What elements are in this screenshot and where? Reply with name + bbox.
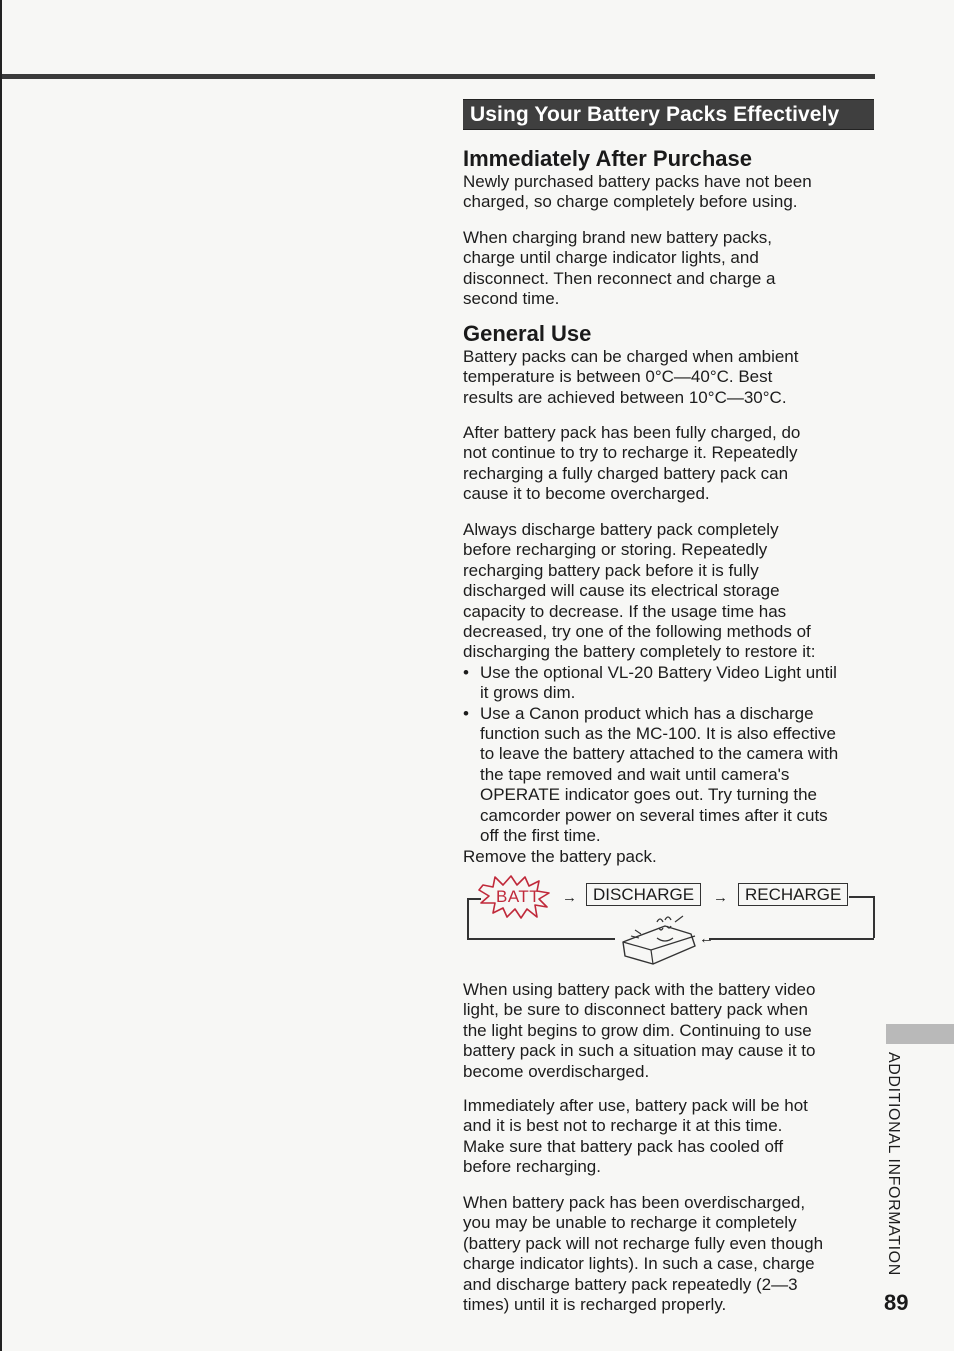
section2-para1 — [463, 347, 878, 408]
bullet-symbol: • — [463, 703, 469, 723]
text-line: recharging a fully charged battery pack can — [463, 463, 789, 483]
text-line: times) until it is recharged properly. — [463, 1295, 727, 1315]
loop-line-right — [873, 896, 875, 938]
top-rule — [2, 74, 875, 79]
page-number: 89 — [884, 1290, 909, 1315]
battery-pack-icon — [617, 912, 701, 970]
text-line: not continue to try to recharge it. Repeatedly — [463, 443, 798, 463]
section1-para2 — [463, 228, 878, 310]
text-line: Newly purchased battery packs have not been — [463, 172, 812, 191]
text-line: the tape removed and wait until camera's — [480, 764, 790, 784]
text-line: function such as the MC-100. It is also effective — [480, 724, 836, 744]
text-line: discharging the battery completely to restore it: — [463, 642, 816, 662]
text-line: When battery pack has been overdischarged, — [463, 1193, 806, 1212]
text-line: charge indicator lights). In such a case, charge — [463, 1254, 815, 1274]
loop-line-bottom-left — [467, 938, 615, 940]
text-line: discharged will cause its electrical storage — [463, 581, 780, 601]
text-line: cause it to become overcharged. — [463, 484, 710, 504]
text-line: to leave the battery attached to the camera with — [480, 744, 839, 764]
text-line: Battery packs can be charged when ambient — [463, 347, 799, 366]
text-line: the light begins to grow dim. Continuing to use — [463, 1020, 812, 1040]
recharge-box: RECHARGE — [738, 883, 848, 906]
text-line: Always discharge battery pack completely — [463, 520, 779, 539]
heading-general-use: General Use — [463, 321, 592, 346]
text-line: OPERATE indicator goes out. Try turning the — [480, 785, 818, 805]
text-line: camcorder power on several times after it cuts — [480, 805, 828, 825]
discharge-box: DISCHARGE — [586, 883, 701, 906]
arrow-icon: → — [562, 889, 577, 906]
bullet-symbol: • — [463, 662, 469, 682]
text-line: Use a Canon product which has a discharge — [480, 703, 814, 723]
section1-para1 — [463, 172, 878, 213]
text-line: charge until charge indicator lights, and — [463, 248, 759, 268]
text-line: After battery pack has been fully charged, do — [463, 423, 801, 442]
text-line: results are achieved between 10°C—30°C. — [463, 387, 787, 407]
text-line: light, be sure to disconnect battery pack when — [463, 1000, 808, 1020]
section3-para3 — [463, 1193, 878, 1315]
bullet-item — [463, 663, 878, 704]
text-line: Immediately after use, battery pack will be hot — [463, 1096, 808, 1115]
batt-label: BATT — [496, 887, 541, 906]
text-line: decreased, try one of the following methods of — [463, 622, 811, 642]
text-line: Make sure that battery pack has cooled off — [463, 1136, 784, 1156]
side-tab-label: ADDITIONAL INFORMATION — [885, 1052, 902, 1276]
text-line: off the first time. — [480, 826, 601, 846]
text-line: Remove the battery pack. — [463, 846, 657, 866]
text-line: become overdischarged. — [463, 1061, 650, 1081]
text-line: When using battery pack with the battery video — [463, 980, 816, 999]
side-tab-band — [886, 1024, 954, 1044]
section3-para1 — [463, 980, 878, 1082]
return-arrow-icon: ← — [699, 930, 714, 947]
text-line: and it is best not to recharge it at this time. — [463, 1116, 783, 1136]
text-line: temperature is between 0°C—40°C. Best — [463, 367, 773, 387]
bullet-item — [463, 704, 878, 847]
loop-line-bottom-right — [709, 938, 874, 940]
text-line: Use the optional VL-20 Battery Video Light until — [480, 662, 837, 682]
charge-cycle-diagram — [463, 872, 878, 972]
text-line: charged, so charge completely before using. — [463, 192, 798, 212]
loop-line-top-right — [849, 896, 873, 898]
text-line: second time. — [463, 289, 560, 309]
loop-line-left — [467, 898, 469, 938]
text-line: capacity to decrease. If the usage time has — [463, 601, 787, 621]
text-line: before recharging or storing. Repeatedly — [463, 540, 768, 560]
arrow-icon: → — [713, 889, 728, 906]
text-line: (battery pack will not recharge fully even though — [463, 1233, 824, 1253]
heading-immediately-after-purchase: Immediately After Purchase — [463, 146, 752, 171]
text-line: before recharging. — [463, 1157, 601, 1177]
section2-para3 — [463, 520, 878, 867]
section2-para2 — [463, 423, 878, 505]
section3-para2 — [463, 1096, 878, 1178]
text-line: battery pack in such a situation may cause it to — [463, 1041, 816, 1061]
text-line: and discharge battery pack repeatedly (2—3 — [463, 1274, 798, 1294]
text-line: disconnect. Then reconnect and charge a — [463, 268, 776, 288]
text-line: recharging battery pack before it is fully — [463, 560, 759, 580]
text-line: you may be unable to recharge it completely — [463, 1213, 797, 1233]
page-title: Using Your Battery Packs Effectively — [463, 99, 874, 130]
text-line: When charging brand new battery packs, — [463, 228, 773, 247]
page-left-edge — [0, 0, 2, 1351]
text-line: it grows dim. — [480, 683, 576, 703]
